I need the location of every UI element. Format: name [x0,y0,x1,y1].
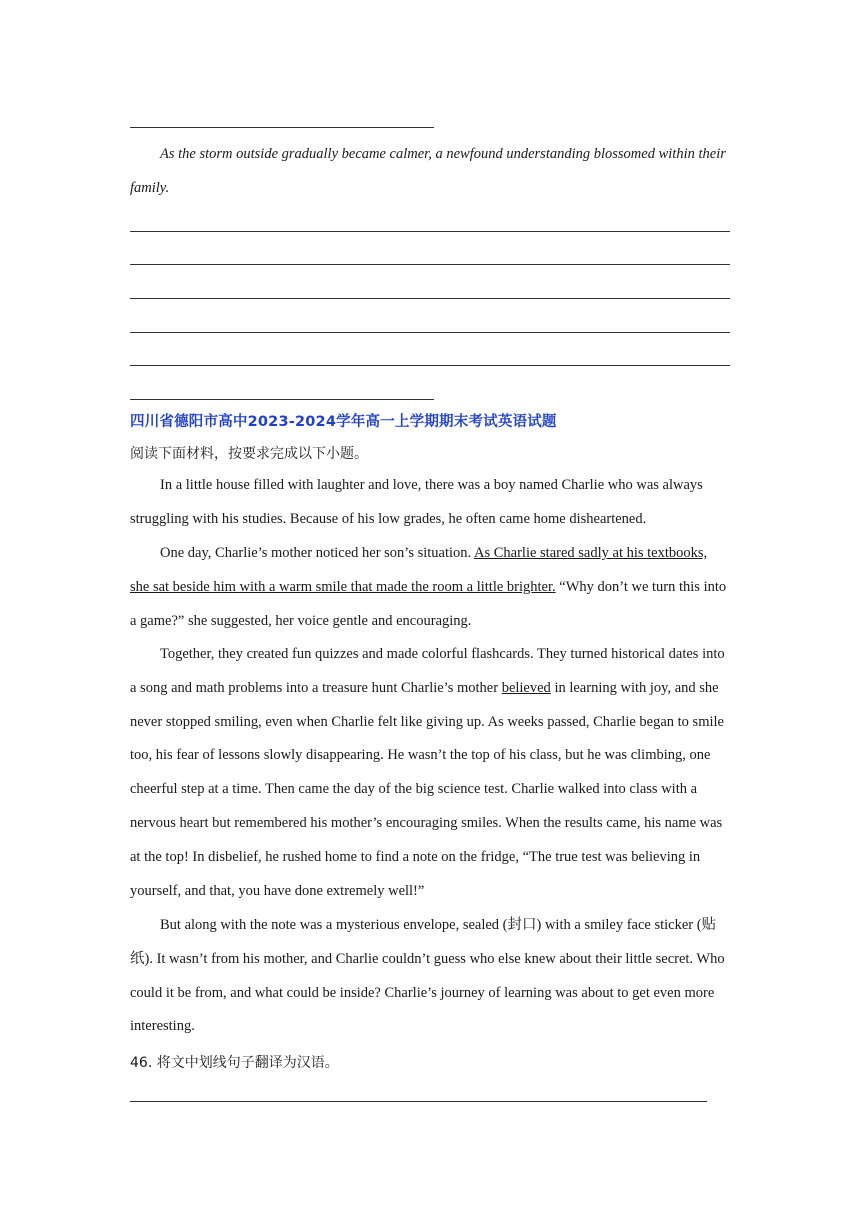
writing-line [130,264,730,265]
continuation-sentence: As the storm outside gradually became calmer, a newfound understanding blossomed within their family. [130,146,726,196]
question-46: 46. 将文中划线句子翻译为汉语。 [130,1055,339,1071]
underlined-sentence: As Charlie stared sadly at his textbooks, she sat beside him with a warm smile that made the room a little brighter. [130,545,708,595]
writing-line [130,365,730,366]
instruction: 阅读下面材料，按要求完成以下小题。 [130,446,368,462]
underlined-word: believed [501,679,551,696]
passage-text: One day, Charlie’s mother noticed her son’s situation. [160,545,474,561]
answer-line [130,127,434,128]
passage-paragraph-3 [130,638,730,908]
writing-line [130,231,730,232]
passage-paragraph-1: In a little house filled with laughter and love, there was a boy named Charlie who was always struggling with his studies. Because of his low grades, he often came home disheartened. [130,477,703,527]
writing-line [130,332,730,333]
passage-text: in learning with joy, and she never stopped smiling, even when Charlie felt like giving up. As weeks passed, Charlie began to smile too, his fear of lessons slowly disappearing. He wasn’t the top of his class, but he was climbing, one cheerful step at a time. Then came the day of the big science test. Charlie walked into class with a nervous heart but remembered his mother’s encouraging smiles. When the results came, his name was at the top! In disbelief, he rushed home to find a note on the fridge, “The true test was believing in yourself, and that, you have done extremely well!” [130,679,724,899]
writing-line [130,399,434,400]
writing-line [130,298,730,299]
passage-paragraph-2 [130,537,730,638]
passage-text: Together, they created fun quizzes and made colorful flashcards. They turned historical dates into a song and math problems into a treasure hunt Charlie’s mother [130,646,725,696]
answer-line [130,1101,707,1102]
passage-text: “Why don’t we turn this into a game?” she suggested, her voice gentle and encouraging. [130,578,727,629]
passage-paragraph-4: But along with the note was a mysterious envelope, sealed (封口) with a smiley face sticker (贴纸). It wasn’t from his mother, and Charlie couldn’t guess who else knew about their little secret. Who could it be from, and what could be inside? Charlie’s journey of learning was about to get even more interesting. [130,917,725,1035]
section-title: 四川省德阳市高中2023-2024学年高一上学期期末考试英语试题 [130,414,557,430]
